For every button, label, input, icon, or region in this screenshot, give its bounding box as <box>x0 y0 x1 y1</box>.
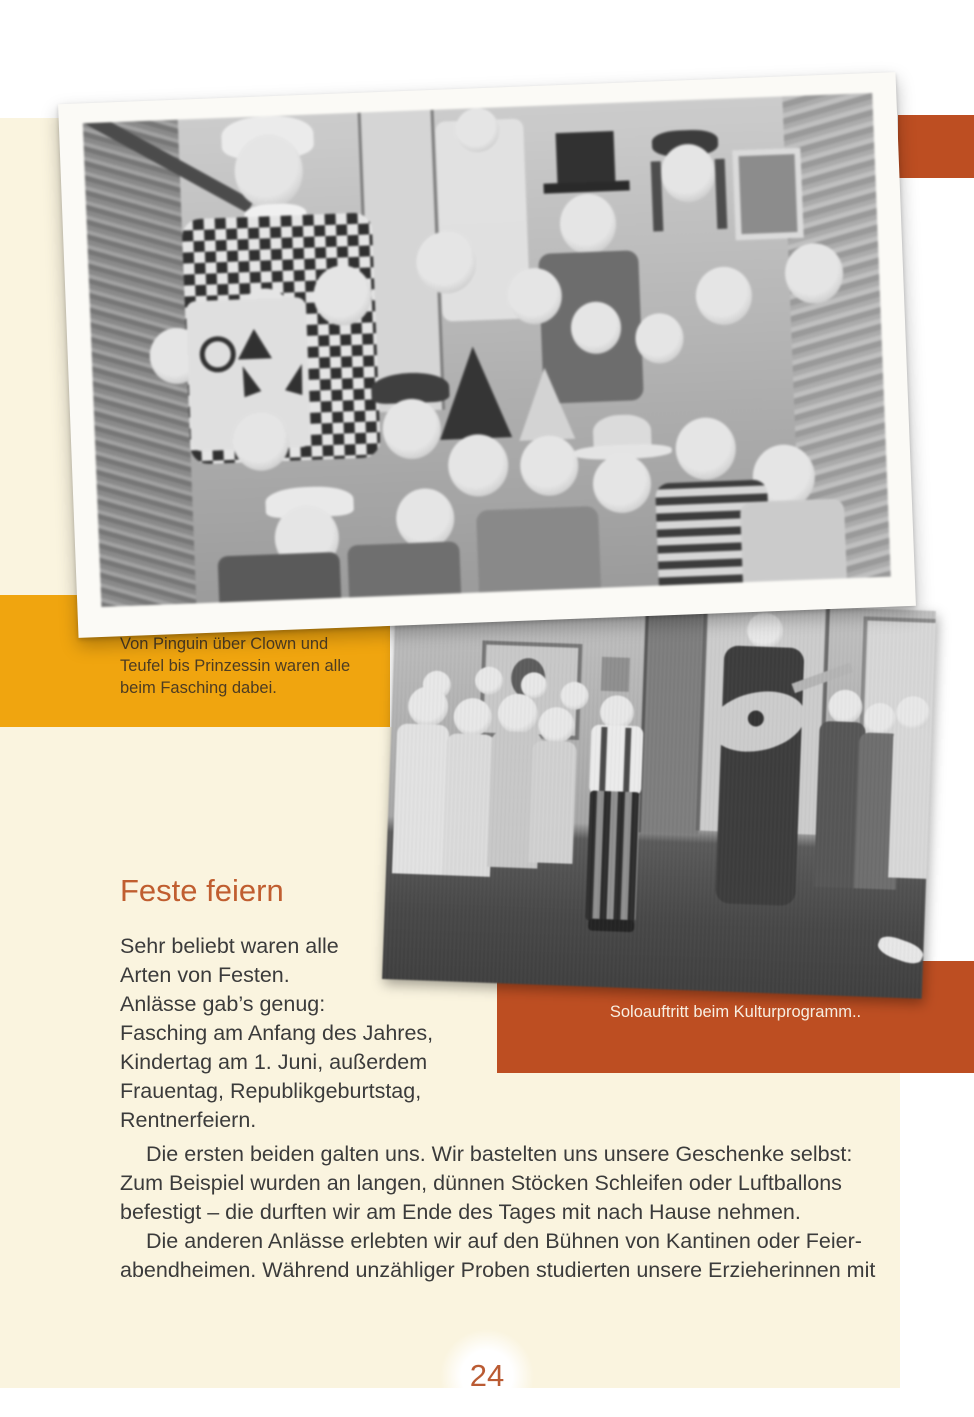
body-paragraph: Die anderen Anlässe erlebten wir auf den Bühnen von Kantinen oder Feier- abendheimen. Während unzähliger Proben studierten unsere Erzieherinnen mit <box>120 1229 876 1282</box>
page-number-halo <box>440 1329 534 1417</box>
fasching-photo-polaroid <box>58 72 916 638</box>
fasching-photo-caption: Von Pinguin über Clown und Teufel bis Prinzessin waren alle beim Fasching dabei. <box>120 635 351 697</box>
photo-grain-overlay <box>83 93 891 607</box>
rust-accent-strip <box>898 115 974 178</box>
page-number: 24 <box>469 1358 505 1393</box>
intro-paragraph: Sehr beliebt waren alle Arten von Festen. Anlässe gab’s genug: Fasching am Anfang des Jahres, Kindertag am 1. Juni, außerdem Frauentag, Republikgeburtstag, Rentnerfeiern. <box>120 934 434 1132</box>
kulturprogramm-photo-caption: Soloauftritt beim Kulturprogramm.. <box>609 1003 862 1021</box>
section-heading: Feste feiern <box>120 873 284 908</box>
fasching-group-photo <box>83 93 891 607</box>
body-paragraph: Die ersten beiden galten uns. Wir bastelten uns unsere Geschenke selbst: Zum Beispiel wurden an langen, dünnen Stöcken Schleifen oder Luftballons befestigt – die durften wir am Ende des Tages mit nach Hause nehmen. <box>120 1142 853 1224</box>
